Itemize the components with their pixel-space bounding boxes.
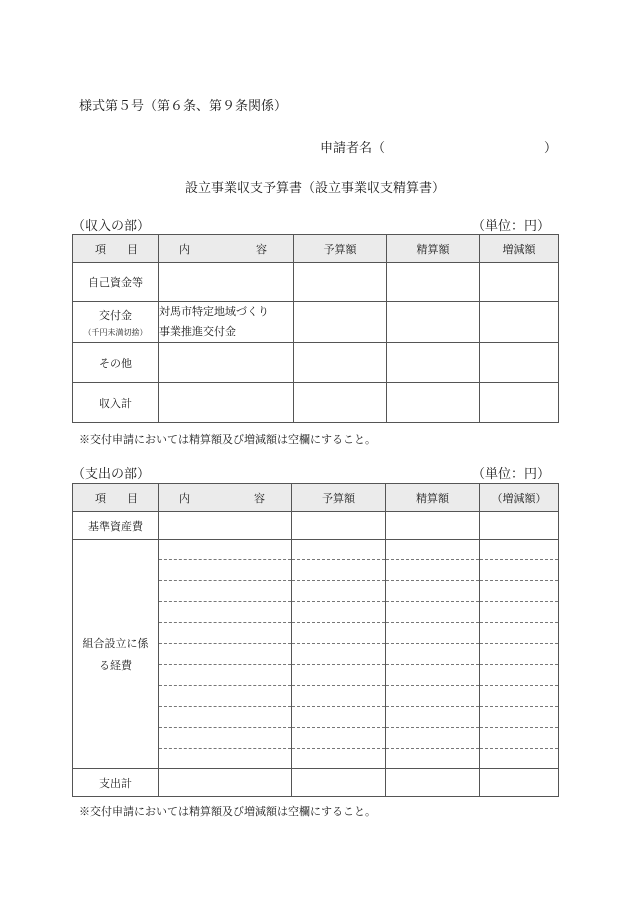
content-cell[interactable] <box>159 302 294 343</box>
expense-section-label: （支出の部） <box>72 467 151 482</box>
settlement-cell[interactable] <box>386 623 480 644</box>
row-label: その他 <box>73 343 159 383</box>
expense-note: ※交付申請においては精算額及び増減額は空欄にすること。 <box>79 805 376 818</box>
budget-cell[interactable] <box>292 560 386 581</box>
content-cell[interactable] <box>159 665 292 686</box>
settlement-cell[interactable] <box>386 665 480 686</box>
budget-cell[interactable] <box>294 302 387 343</box>
row-label-note: （千円未満切捨） <box>83 327 148 337</box>
settlement-cell[interactable] <box>386 769 480 797</box>
row-label: 収入計 <box>73 383 159 423</box>
header-content: 内 容 <box>159 484 292 512</box>
income-section-label: （収入の部） <box>72 219 151 234</box>
change-cell[interactable] <box>480 512 559 540</box>
table-row <box>73 769 559 797</box>
header-item: 項 目 <box>73 235 159 263</box>
content-cell[interactable] <box>159 581 292 602</box>
settlement-cell[interactable] <box>386 644 480 665</box>
budget-cell[interactable] <box>292 769 386 797</box>
budget-cell[interactable] <box>294 383 387 423</box>
settlement-cell[interactable] <box>386 581 480 602</box>
content-line: 対馬市特定地域づくり <box>159 305 269 318</box>
table-row <box>73 512 559 540</box>
table-row <box>73 263 559 302</box>
applicant-name-field[interactable] <box>320 137 558 156</box>
settlement-cell[interactable] <box>386 749 480 769</box>
change-cell[interactable] <box>480 302 559 343</box>
budget-cell[interactable] <box>292 665 386 686</box>
content-cell[interactable] <box>159 512 292 540</box>
change-cell[interactable] <box>480 749 559 769</box>
budget-cell[interactable] <box>294 343 387 383</box>
row-label-line: る経費 <box>99 659 132 672</box>
settlement-cell[interactable] <box>386 728 480 749</box>
header-budget: 予算額 <box>292 484 386 512</box>
table-row <box>73 343 559 383</box>
row-label <box>73 302 159 343</box>
budget-cell[interactable] <box>292 581 386 602</box>
change-cell[interactable] <box>480 707 559 728</box>
settlement-cell[interactable] <box>386 512 480 540</box>
row-label-main: 交付金 <box>99 308 132 322</box>
header-settlement: 精算額 <box>387 235 480 263</box>
settlement-cell[interactable] <box>387 302 480 343</box>
change-cell[interactable] <box>480 644 559 665</box>
budget-cell[interactable] <box>292 749 386 769</box>
applicant-close-paren: ） <box>544 141 558 156</box>
settlement-cell[interactable] <box>386 540 480 560</box>
content-cell[interactable] <box>159 728 292 749</box>
content-cell[interactable] <box>159 602 292 623</box>
row-label: 支出計 <box>73 769 159 797</box>
income-header-row <box>73 235 559 263</box>
budget-cell[interactable] <box>292 540 386 560</box>
content-cell[interactable] <box>159 383 294 423</box>
header-budget: 予算額 <box>294 235 387 263</box>
budget-cell[interactable] <box>292 686 386 707</box>
change-cell[interactable] <box>480 560 559 581</box>
applicant-label: 申請者名（ <box>320 141 386 156</box>
change-cell[interactable] <box>480 665 559 686</box>
expense-table <box>72 483 559 797</box>
settlement-cell[interactable] <box>387 343 480 383</box>
budget-cell[interactable] <box>292 707 386 728</box>
row-label <box>73 540 159 769</box>
change-cell[interactable] <box>480 623 559 644</box>
header-change: （増減額） <box>480 484 559 512</box>
income-table <box>72 234 559 423</box>
table-row <box>73 383 559 423</box>
budget-cell[interactable] <box>292 512 386 540</box>
content-cell[interactable] <box>159 623 292 644</box>
budget-cell[interactable] <box>292 602 386 623</box>
form-number: 様式第５号（第６条、第９条関係） <box>79 99 288 114</box>
change-cell[interactable] <box>480 540 559 560</box>
expense-header-row <box>73 484 559 512</box>
settlement-cell[interactable] <box>387 383 480 423</box>
settlement-cell[interactable] <box>386 686 480 707</box>
content-cell[interactable] <box>159 686 292 707</box>
content-cell[interactable] <box>159 707 292 728</box>
change-cell[interactable] <box>480 728 559 749</box>
change-cell[interactable] <box>480 581 559 602</box>
change-cell[interactable] <box>480 343 559 383</box>
content-cell[interactable] <box>159 769 292 797</box>
content-cell[interactable] <box>159 644 292 665</box>
change-cell[interactable] <box>480 602 559 623</box>
settlement-cell[interactable] <box>386 560 480 581</box>
content-cell[interactable] <box>159 540 292 560</box>
change-cell[interactable] <box>480 383 559 423</box>
row-label: 自己資金等 <box>73 263 159 302</box>
expense-detail-row <box>73 540 559 560</box>
content-cell[interactable] <box>159 560 292 581</box>
change-cell[interactable] <box>480 263 559 302</box>
budget-cell[interactable] <box>292 623 386 644</box>
header-content: 内 容 <box>159 235 294 263</box>
content-cell[interactable] <box>159 343 294 383</box>
budget-cell[interactable] <box>294 263 387 302</box>
row-label-line: 組合設立に係 <box>82 637 149 650</box>
content-cell[interactable] <box>159 749 292 769</box>
change-cell[interactable] <box>480 686 559 707</box>
header-settlement: 精算額 <box>386 484 480 512</box>
table-row <box>73 302 559 343</box>
settlement-cell[interactable] <box>386 707 480 728</box>
income-note: ※交付申請においては精算額及び増減額は空欄にすること。 <box>79 433 376 446</box>
header-change: 増減額 <box>480 235 559 263</box>
expense-unit-label: （単位：円） <box>472 467 551 482</box>
income-unit-label: （単位：円） <box>472 219 551 234</box>
settlement-cell[interactable] <box>386 602 480 623</box>
row-label: 基準資産費 <box>73 512 159 540</box>
header-item: 項 目 <box>73 484 159 512</box>
budget-cell[interactable] <box>292 644 386 665</box>
budget-cell[interactable] <box>292 728 386 749</box>
change-cell[interactable] <box>480 769 559 797</box>
document-title: 設立事業収支予算書（設立事業収支精算書） <box>184 181 445 196</box>
content-line: 事業推進交付金 <box>159 325 236 338</box>
settlement-cell[interactable] <box>387 263 480 302</box>
content-cell[interactable] <box>159 263 294 302</box>
